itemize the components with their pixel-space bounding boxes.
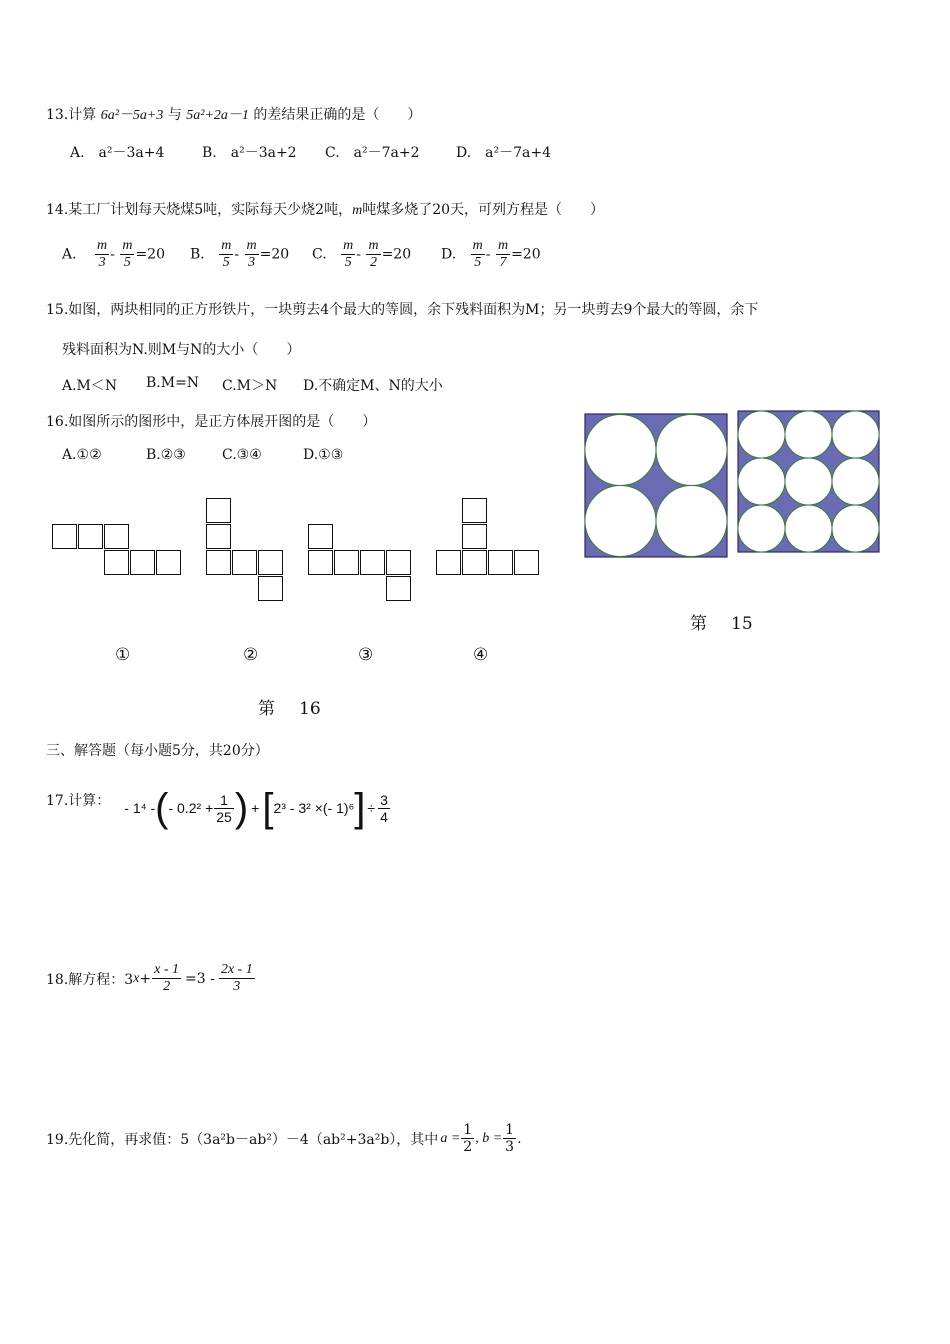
q19-prefix: 19.先化简，再求值：5（3a²b－ab²）－4（ab²+3a²b），其中 (46, 1131, 439, 1148)
fraction-num: 2x - 1 (220, 962, 253, 977)
q16-option-b: B.②③ (146, 447, 186, 463)
circle (785, 411, 832, 458)
cell (462, 550, 487, 575)
fraction-num: m (497, 238, 509, 253)
fraction-num: 1 (214, 792, 234, 809)
net-number-4: ④ (473, 645, 489, 665)
q19-b-lhs: , b = (475, 1130, 503, 1146)
fraction (120, 238, 134, 271)
option-label: B. (190, 246, 205, 263)
cell (206, 498, 231, 523)
fraction-den: 5 (474, 255, 482, 270)
fraction (341, 238, 355, 271)
fraction-num: m (246, 238, 257, 253)
option-rhs: =20 (381, 246, 412, 263)
fraction-den: 4 (380, 808, 388, 825)
cell (130, 550, 155, 575)
fraction (95, 238, 109, 271)
right-bracket: ] (354, 786, 366, 830)
fraction (366, 238, 380, 271)
q15-figure (580, 410, 885, 562)
fig-label-a: 第 (258, 699, 275, 719)
fig-label-b: 16 (299, 699, 321, 719)
fraction-den: 2 (370, 255, 377, 270)
q18-prefix: 18.解方程：3 (46, 971, 134, 988)
fraction-den: 7 (499, 255, 507, 270)
fraction (214, 792, 234, 825)
cell (78, 524, 103, 549)
q15-line1: 15.如图，两块相同的正方形铁片，一块剪去4个最大的等圆，余下残料面积为M；另一块剪去9个最大的等圆，余下 (46, 302, 759, 318)
q18-mid: =3 - (185, 970, 215, 987)
cell (104, 524, 129, 549)
left-bracket: [ (262, 786, 274, 830)
fig-label-b: 15 (731, 614, 753, 634)
cell (462, 524, 487, 549)
fraction-num: m (368, 238, 379, 253)
fraction-num: x - 1 (154, 962, 180, 977)
circle (832, 411, 879, 458)
q13-prefix: 13.计算 (46, 107, 97, 123)
q17-part4: 2³ - 3² ×(- 1)⁶ (273, 800, 355, 816)
cell (206, 550, 231, 575)
q17-part3: + (251, 800, 260, 816)
q19-end: . (517, 1130, 522, 1147)
q17-prefix: 17.计算： (46, 793, 111, 809)
q13-stem (46, 104, 421, 124)
fraction-num: m (472, 238, 483, 253)
fraction (378, 792, 390, 825)
circle (785, 458, 832, 505)
fraction-den: 3 (505, 1139, 515, 1155)
q15-option-b: B.M=N (146, 375, 200, 391)
q14-option-b: B. $\frac{m}{5}$ - $\frac{m}{3}$ =20 (190, 238, 290, 270)
cell (436, 550, 461, 575)
circle (738, 458, 785, 505)
q14-option-c: C. $\frac{m}{5}$ - $\frac{m}{2}$ =20 (312, 238, 412, 270)
q14-stem-var: m (352, 203, 363, 218)
fraction-num: 3 (380, 791, 388, 808)
q15-option-d: D.不确定M、N的大小 (303, 378, 443, 394)
q16-option-a: A.①② (62, 447, 102, 463)
fraction-den: 2 (163, 979, 171, 994)
cell (104, 550, 129, 575)
q14-stem (46, 199, 604, 219)
cell (232, 550, 257, 575)
q16-option-c: C.③④ (222, 447, 262, 463)
fraction-num: 1 (463, 1122, 473, 1138)
cell (308, 524, 333, 549)
q15-option-c: C.M＞N (222, 378, 278, 394)
fraction-den: 25 (216, 808, 232, 825)
fraction (496, 238, 510, 271)
fraction (219, 962, 255, 995)
q13-option-a: A. a²－3a+4 (70, 145, 165, 161)
q19-a-lhs: a = (440, 1130, 461, 1146)
q13-option-c: C. a²－7a+2 (325, 145, 420, 161)
q13-suffix: 的差结果正确的是（ ） (253, 107, 422, 123)
fraction (503, 1122, 516, 1155)
q13-option-d: D. a²－7a+4 (456, 145, 552, 161)
q13-expr1: 6a²－5a+3 (100, 108, 164, 123)
q14-stem-b: 吨煤多烧了20天，可列方程是（ ） (362, 202, 605, 218)
circle (832, 458, 879, 505)
q15-figure-label (690, 609, 753, 634)
q15-option-a: A.M＜N (62, 378, 118, 394)
circle (585, 415, 656, 486)
cell (258, 576, 283, 601)
fraction (245, 238, 259, 271)
circle (832, 505, 879, 552)
option-rhs: =20 (259, 246, 290, 263)
q16-figure-label (258, 694, 321, 719)
q16-stem: 16.如图所示的图形中，是正方体展开图的是（ ） (46, 414, 377, 430)
net-number-2: ② (243, 645, 259, 665)
circle (656, 415, 727, 486)
q14-option-a: A. $\frac{m}{3}$ - $\frac{m}{5}$ =20 (62, 238, 165, 270)
option-label: C. (312, 246, 327, 263)
circles-9 (738, 411, 879, 552)
option-label: A. (62, 246, 77, 263)
q17-part5: ÷ (367, 800, 376, 816)
fraction-num: m (221, 238, 232, 253)
right-paren: ) (234, 786, 249, 830)
cell (462, 498, 487, 523)
cell (52, 524, 77, 549)
cell (308, 550, 333, 575)
fraction (461, 1122, 474, 1155)
fraction-den: 3 (248, 255, 256, 270)
circle (738, 505, 785, 552)
cell (488, 550, 513, 575)
section-heading: 三、解答题（每小题5分，共20分） (46, 743, 269, 759)
q19 (46, 1122, 522, 1155)
q13-mid: 与 (167, 107, 182, 123)
q13-option-b: B. a²－3a+2 (202, 145, 297, 161)
cell (386, 576, 411, 601)
fraction-den: 5 (222, 255, 230, 270)
q17-part2: - 0.2² + (168, 800, 214, 816)
option-rhs: =20 (135, 246, 165, 263)
cell (156, 550, 181, 575)
q14-option-d: D. $\frac{m}{5}$ - $\frac{m}{7}$ =20 (441, 238, 541, 270)
q14-stem-a: 14.某工厂计划每天烧煤5吨，实际每天少烧2吨， (46, 202, 353, 218)
fraction-den: 3 (233, 979, 241, 994)
q18 (46, 962, 256, 995)
fraction-num: m (122, 238, 133, 253)
cell (514, 550, 539, 575)
cell (386, 550, 411, 575)
left-paren: ( (155, 786, 169, 830)
circle (585, 486, 656, 557)
q16-option-d: D.①③ (303, 447, 344, 463)
circle (738, 411, 785, 458)
fraction-den: 5 (123, 255, 131, 270)
fraction-num: 1 (505, 1122, 515, 1138)
cell (334, 550, 359, 575)
q13-expr2: 5a²+2a－1 (186, 108, 249, 123)
net-number-1: ① (115, 645, 131, 665)
option-rhs: =20 (511, 246, 541, 263)
fraction (471, 238, 485, 271)
fraction-num: m (343, 238, 354, 253)
circle (785, 505, 832, 552)
net-number-3: ③ (358, 645, 374, 665)
q18-var: x (133, 970, 140, 986)
q17-part1: - 1⁴ - (124, 800, 156, 816)
q18-plus: + (139, 970, 152, 987)
option-label: D. (441, 246, 457, 263)
fraction (152, 962, 181, 995)
fraction-den: 5 (344, 255, 352, 270)
cell (258, 550, 283, 575)
fraction-num: m (97, 238, 108, 253)
fraction-den: 3 (98, 255, 106, 270)
q17 (46, 788, 391, 828)
cell (206, 524, 231, 549)
fraction-den: 2 (463, 1139, 473, 1155)
circle (656, 486, 727, 557)
cell (360, 550, 385, 575)
fig-label-a: 第 (690, 614, 707, 634)
fraction (219, 238, 233, 271)
q15-line2: 残料面积为N.则M与N的大小（ ） (62, 342, 301, 358)
